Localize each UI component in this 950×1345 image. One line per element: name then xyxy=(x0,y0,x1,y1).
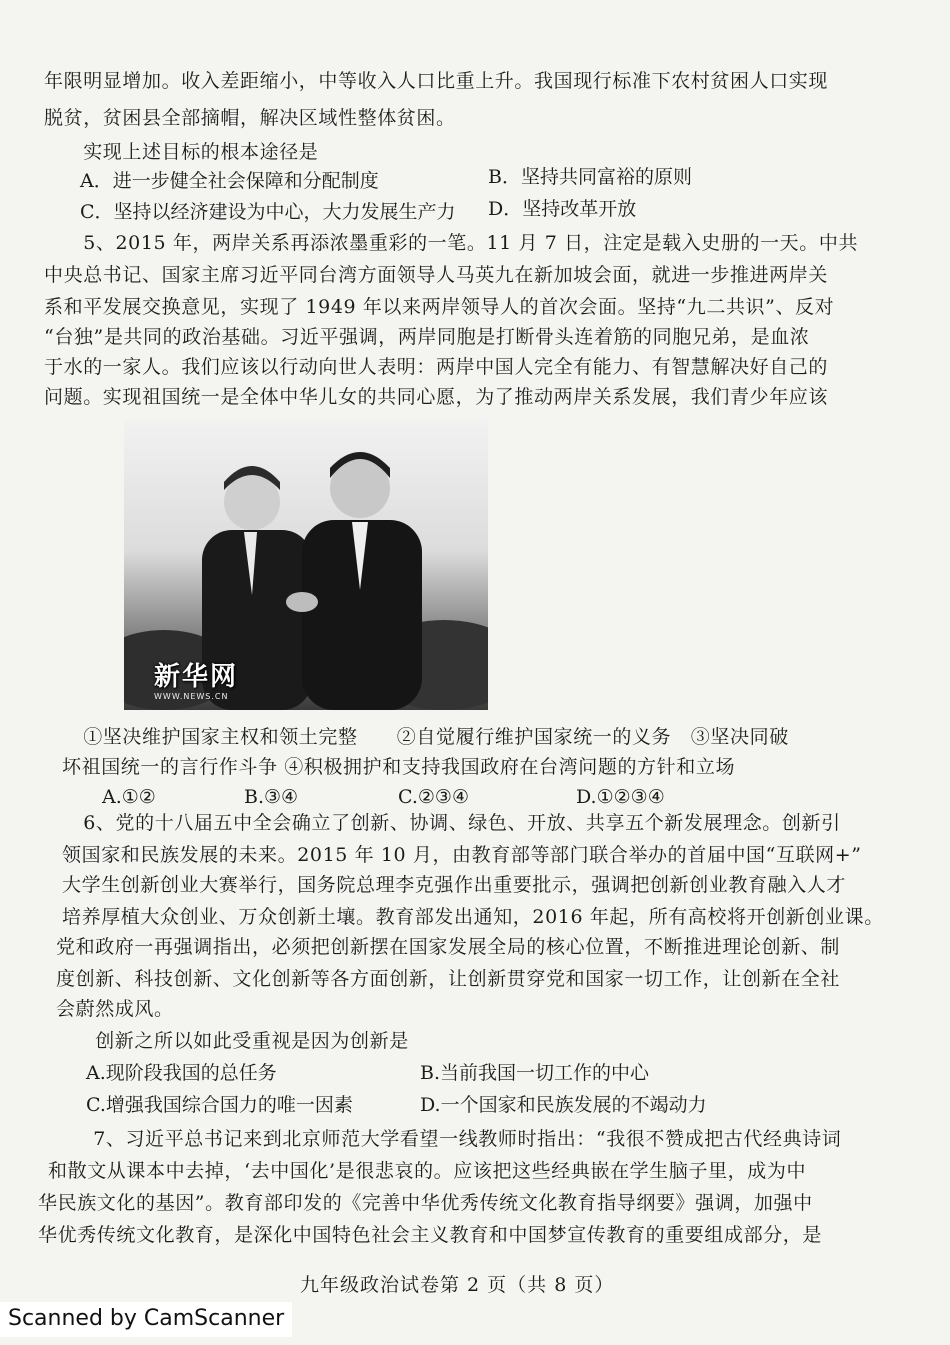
page-footer: 九年级政治试卷第 2 页（共 8 页） xyxy=(300,1274,615,1296)
question-5-line: 于水的一家人。我们应该以行动向世人表明：两岸中国人完全有能力、有智慧解决好自己的 xyxy=(44,356,829,378)
question-5-line: 问题。实现祖国统一是全体中华儿女的共同心愿，为了推动两岸关系发展，我们青少年应该 xyxy=(44,386,829,408)
question-stem: 实现上述目标的根本途径是 xyxy=(44,141,319,163)
option-c: C.②③④ xyxy=(398,786,469,808)
option-d: D．坚持改革开放 xyxy=(488,198,637,220)
option-b: B.当前我国一切工作的中心 xyxy=(420,1062,650,1084)
question-6-line: 6、党的十八届五中全会确立了创新、协调、绿色、开放、共享五个新发展理念。创新引 xyxy=(44,812,841,834)
question-6-line: 度创新、科技创新、文化创新等各方面创新，让创新贯穿党和国家一切工作，让创新在全社 xyxy=(56,968,841,990)
text-line: 年限明显增加。收入差距缩小，中等收入人口比重上升。我国现行标准下农村贫困人口实现 xyxy=(44,70,829,92)
question-5-line: 系和平发展交换意见，实现了 1949 年以来两岸领导人的首次会面。坚持“九二共识”、反对 xyxy=(44,296,835,318)
question-6-line: 培养厚植大众创业、万众创新土壤。教育部发出通知，2016 年起，所有高校将开创新创业课。 xyxy=(62,906,884,928)
question-6-line: 会蔚然成风。 xyxy=(56,998,174,1020)
option-b: B.③④ xyxy=(244,786,299,808)
scanner-label: Scanned by CamScanner xyxy=(0,1302,292,1337)
question-7-line: 华优秀传统文化教育，是深化中国特色社会主义教育和中国梦宣传教育的重要组成部分，是 xyxy=(38,1224,823,1246)
option-a: A．进一步健全社会保障和分配制度 xyxy=(80,170,379,192)
statement-line: ①坚决维护国家主权和领土完整 ②自觉履行维护国家统一的义务 ③坚决同破 xyxy=(44,726,789,748)
question-5-line: “台独”是共同的政治基础。习近平强调，两岸同胞是打断骨头连着筋的同胞兄弟，是血浓 xyxy=(44,326,810,348)
option-b: B．坚持共同富裕的原则 xyxy=(488,166,692,188)
option-c: C．坚持以经济建设为中心，大力发展生产力 xyxy=(80,201,456,223)
question-5-line: 5、2015 年，两岸关系再添浓墨重彩的一笔。11 月 7 日，注定是载入史册的一天。中共 xyxy=(44,232,859,254)
watermark-url: WWW.NEWS.CN xyxy=(154,692,229,701)
question-6-line: 党和政府一再强调指出，必须把创新摆在国家发展全局的核心位置，不断推进理论创新、制 xyxy=(56,936,841,958)
question-7-line: 和散文从课本中去掉，‘去中国化’是很悲哀的。应该把这些经典嵌在学生脑子里，成为中 xyxy=(48,1160,807,1182)
option-c: C.增强我国综合国力的唯一因素 xyxy=(86,1094,353,1116)
news-photo xyxy=(124,420,488,710)
question-6-line: 大学生创新创业大赛举行，国务院总理李克强作出重要批示，强调把创新创业教育融入人才 xyxy=(62,874,847,896)
question-5-line: 中央总书记、国家主席习近平同台湾方面领导人马英九在新加坡会面，就进一步推进两岸关 xyxy=(44,264,829,286)
statement-line: 坏祖国统一的言行作斗争 ④积极拥护和支持我国政府在台湾问题的方针和立场 xyxy=(62,756,736,778)
option-a: A.①② xyxy=(102,786,156,808)
text-line: 脱贫，贫困县全部摘帽，解决区域性整体贫困。 xyxy=(44,107,456,129)
option-d: D.①②③④ xyxy=(576,786,665,808)
option-a: A.现阶段我国的总任务 xyxy=(86,1062,277,1084)
question-6-line: 领国家和民族发展的未来。2015 年 10 月，由教育部等部门联合举办的首届中国“互联网+” xyxy=(62,844,862,866)
question-7-line: 华民族文化的基因”。教育部印发的《完善中华优秀传统文化教育指导纲要》强调，加强中 xyxy=(38,1192,813,1214)
news-watermark: 新华网 xyxy=(154,662,239,692)
option-d: D.一个国家和民族发展的不竭动力 xyxy=(420,1094,707,1116)
question-7-line: 7、习近平总书记来到北京师范大学看望一线教师时指出：“我很不赞成把古代经典诗词 xyxy=(54,1128,842,1150)
question-stem: 创新之所以如此受重视是因为创新是 xyxy=(56,1030,409,1052)
